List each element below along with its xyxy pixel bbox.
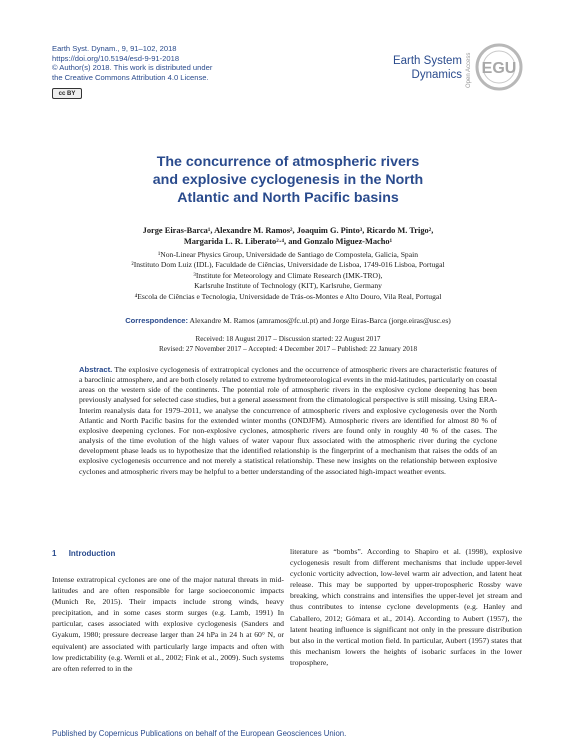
article-title — [60, 153, 516, 207]
cc-by-license-icon[interactable]: cc BY — [52, 88, 82, 99]
citation-header — [52, 44, 212, 82]
copyright: © Author(s) 2018. This work is distributed under — [52, 63, 213, 73]
egu-logo-icon — [474, 42, 524, 92]
abstract-label: Abstract. — [79, 365, 113, 374]
article-dates — [60, 334, 516, 354]
affiliation-3b: Karlsruhe Institute of Technology (KIT), Karlsruhe, Germany — [194, 281, 382, 291]
section-title: Introduction — [68, 549, 116, 558]
publisher-footer: Published by Copernicus Publications on behalf of the European Geosciences Union. — [52, 729, 347, 738]
open-access-text: Open Access — [466, 52, 472, 88]
dates-line-1: Received: 18 August 2017 – Discussion started: 22 August 2017 — [195, 335, 381, 343]
correspondence — [60, 316, 516, 325]
affiliation-1: ¹Non-Linear Physics Group, Universidade de Santiago de Compostela, Galicia, Spain — [158, 250, 418, 259]
title-line-3: Atlantic and North Pacific basins — [177, 190, 399, 206]
title-line-1: The concurrence of atmospheric rivers — [156, 154, 420, 170]
affiliation-4: ⁴Escola de Ciências e Tecnologia, Universidade de Trás-os-Montes e Alto Douro, Vila Real, Portugal — [134, 291, 442, 301]
dates-line-2: Revised: 27 November 2017 – Accepted: 4 December 2017 – Published: 22 January 2018 — [158, 345, 418, 353]
section-heading — [52, 549, 115, 558]
author-list — [60, 225, 516, 247]
section-number: 1 — [52, 549, 57, 558]
doi-link[interactable]: https://doi.org/10.5194/esd-9-91-2018 — [52, 53, 180, 63]
correspondence-text[interactable]: Alexandre M. Ramos (amramos@fc.ul.pt) and Jorge Eiras-Barca (jorge.eiras@usc.es) — [189, 316, 451, 325]
citation: Earth Syst. Dynam., 9, 91–102, 2018 — [52, 44, 177, 53]
egu-logo-text: EGU — [481, 60, 517, 77]
body-column-left: Intense extratropical cyclones are one of the major natural threats in mid-latitudes and are often responsible for large socioeconomic impacts (Munich Re, 2015). Their impacts include strong winds, heavy precipitation, and in some cases storm surges (e.g. Lamb, 1991) In particular, cases associated with explosive cyclogenesis (Sanders and Gyakum, 1980; pressure decrease larger than 24 hPa in 24 h at 60° N, or equivalent) are associated with particularly large impacts and often with low predictability (e.g. Wernli et al., 2002; Fink et al., 2009). Such systems are often referred to in the — [52, 575, 284, 673]
journal-line-1: Earth System — [392, 55, 462, 67]
authors-line-2: Margarida L. R. Liberato²·⁴, and Gonzalo Miguez-Macho¹ — [183, 237, 393, 246]
open-access-label — [464, 40, 472, 90]
affiliations — [60, 250, 516, 302]
affiliation-2: ²Instituto Dom Luiz (IDL), Faculdade de Ciências, Universidade de Lisboa, 1749-016 Lisboa, Portugal — [131, 260, 445, 270]
license-text: the Creative Commons Attribution 4.0 License. — [52, 72, 209, 82]
abstract-text: The explosive cyclogenesis of extratropical cyclones and the occurrence of atmospheric rivers are characteristic features of a baroclinic atmosphere, and are both closely related to extreme hydrometeorological events in the mid-latitudes, particularly on coastal areas on the western side of the continents. The potential role of atmospheric rivers in the explosive cyclone deepening has been previously analysed for selected case studies, but a general assessment from the climatological perspective is still missing. Using ERA-Interim reanalysis data for 1979–2011, we analyse the concurrence of atmospheric rivers and explosive cyclogenesis over the North Atlantic and North Pacific basins for the extended winter months (ONDJFM). Atmospheric rivers are identified for almost 80 % of explosive deepening cyclones. For non-explosive cyclones, atmospheric rivers are found only in roughly 40 % of the cases. The analysis of the time evolution of the high values of water vapour flux associated with the atmospheric river during the cyclone development phase leads us to hypothesize that the identified relationship is the fingerprint of a mechanism that raises the odds of an explosive cyclogenesis occurrence and not merely a statistical relationship. These new insights on the relationship between explosive cyclones and atmospheric rivers may be helpful to a better understanding of the associated high-impact weather events. — [79, 365, 497, 476]
journal-line-2: Dynamics — [411, 69, 462, 81]
journal-name — [393, 54, 462, 82]
body-column-right: literature as “bombs”. According to Shapiro et al. (1998), explosive cyclogenesis result from different mechanisms that include upper-level cyclonic vorticity advection, low-level warm air advection, and latent heat release. This may be supported by upper-tropospheric Rossby wave breaking, which constrains and intensifies the upper-level jet stream and thus contributes to intense cyclone developments (e.g. Hanley and Caballero, 2012; Gómara et al., 2014). According to Aubert (1957), the latent heating influence is significant not only in the pressure distribution but also in the vertical motion field. In particular, Aubert (1957) states that this mechanism lowers the heights of isobaric surfaces in the lower troposphere, — [290, 547, 522, 667]
abstract — [79, 365, 497, 477]
authors-line-1: Jorge Eiras-Barca¹, Alexandre M. Ramos², Joaquim G. Pinto³, Ricardo M. Trigo², — [142, 226, 434, 235]
correspondence-label: Correspondence: — [125, 316, 189, 325]
title-line-2: and explosive cyclogenesis in the North — [152, 172, 424, 188]
affiliation-3a: ³Institute for Meteorology and Climate Research (IMK-TRO), — [193, 270, 383, 280]
